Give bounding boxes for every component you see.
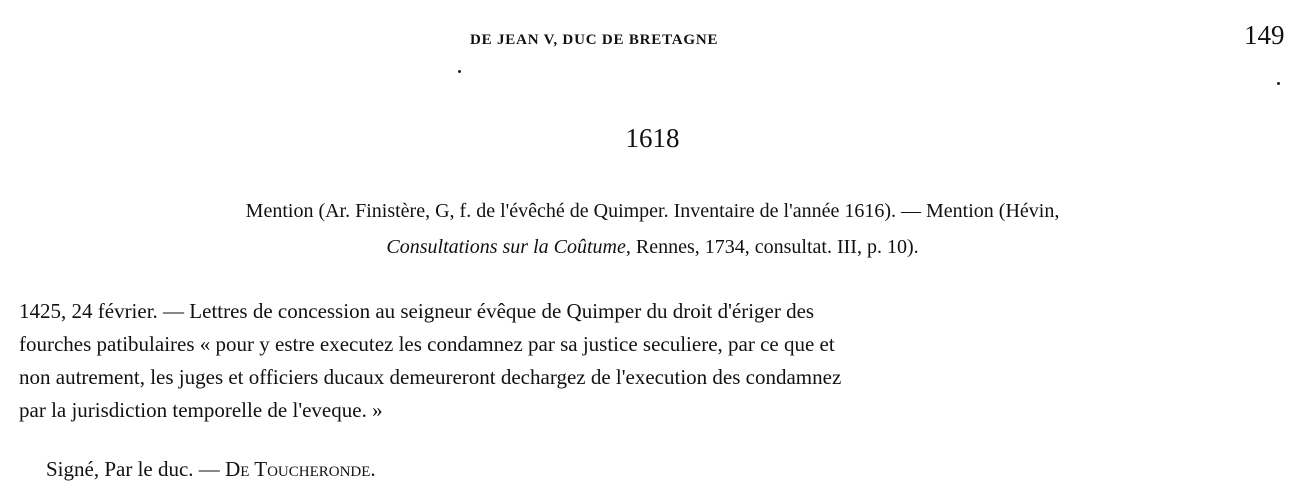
source-line-1: Mention (Ar. Finistère, G, f. de l'évêché de Quimper. Inventaire de l'année 1616). — Mention (Hévin,: [245, 200, 1060, 222]
running-title: DE JEAN V, DUC DE BRETAGNE: [470, 32, 719, 48]
entry-text-line-2: fourches patibulaires « pour y estre executez les condamnez par sa justice seculiere, par ce que et: [19, 332, 835, 356]
page-number: 149: [1244, 20, 1285, 50]
source-line-2: [0, 229, 1305, 265]
source-title: Consultations sur la Coûtume: [386, 236, 626, 258]
signature-prefix: Signé, Par le duc. —: [46, 457, 226, 481]
source-details: , Rennes, 1734, consultat. III, p. 10).: [625, 236, 919, 258]
print-speck: [1277, 82, 1280, 85]
entry-text-line-1: 1425, 24 février. — Lettres de concession au seigneur évêque de Quimper du droit d'ériger des: [19, 299, 815, 323]
signatory-name: De Toucheronde.: [225, 457, 376, 481]
entry-text: [19, 295, 1289, 427]
signature-line: [46, 457, 376, 482]
print-speck: [458, 70, 461, 73]
source-references: [0, 193, 1305, 265]
entry-text-line-4: par la jurisdiction temporelle de l'eveque. »: [19, 398, 383, 422]
entry-text-line-3: non autrement, les juges et officiers ducaux demeureront dechargez de l'execution des condamnez: [19, 365, 842, 389]
entry-number: 1618: [625, 123, 680, 153]
